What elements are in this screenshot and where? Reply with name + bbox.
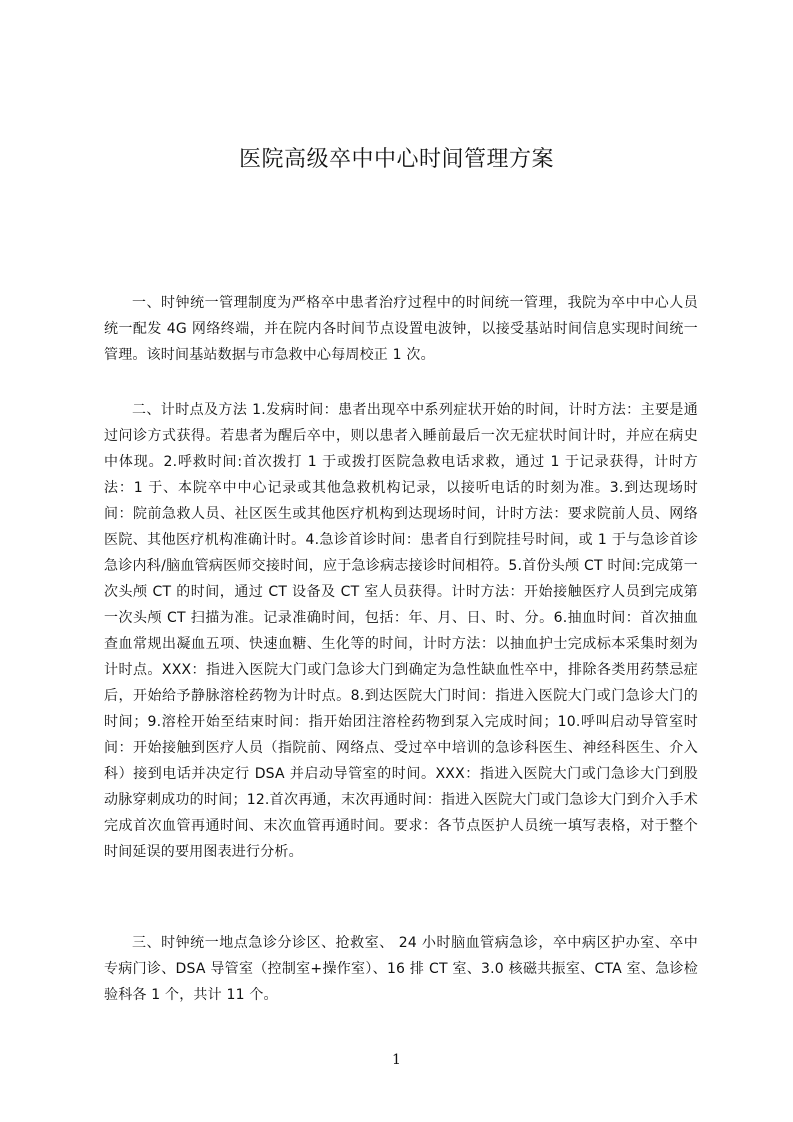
paragraph-text: 三、时钟统一地点急诊分诊区、抢救室、 24 小时脑血管病急诊，卒中病区护办室、卒中专病门诊、DSA 导管室（控制室+操作室）、16 排 CT 室、3.0 核磁共振室、CTA 室、急诊检验科各 1 个，共计 11 个。: [104, 935, 698, 1003]
paragraph-timing-points: [104, 397, 698, 865]
paragraph-text: 一、时钟统一管理制度为严格卒中患者治疗过程中的时间统一管理，我院为卒中中心人员统一配发 4G 网络终端，并在院内各时间节点设置电波钟，以接受基站时间信息实现时间统一管理。该时间基站数据与市急救中心每周校正 1 次。: [104, 295, 698, 363]
paragraph-clock-locations: [104, 930, 698, 1008]
page-number: 1: [392, 1052, 401, 1068]
paragraph-text: 二、计时点及方法 1.发病时间：患者出现卒中系列症状开始的时间，计时方法：主要是通过问诊方式获得。若患者为醒后卒中，则以患者入睡前最后一次无症状时间计时，并应在病史中体现。2.呼救时间:首次拨打 1 于或拨打医院急救电话求救，通过 1 于记录获得，计时方法：1 于、本院卒中中心记录或其他急救机构记录，以接听电话的时刻为准。3.到达现场时间：院前急救人员、社区医生或其他医疗机构到达现场时间，计时方法：要求院前人员、网络医院、其他医疗机构准确计时。4.急诊首诊时间：患者自行到院挂号时间，或 1 于与急诊首诊急诊内科/脑血管病医师交接时间，应于急诊病志接诊时间相符。5.首份头颅 CT 时间:完成第一次头颅 CT 的时间，通过 CT 设备及 CT 室人员获得。计时方法：开始接触医疗人员到完成第一次头颅 CT 扫描为准。记录准确时间，包括：年、月、日、时、分。6.抽血时间：首次抽血查血常规出凝血五项、快速血糖、生化等的时间，计时方法：以抽血护士完成标本采集时刻为计时点。XXX：指进入医院大门或门急诊大门到确定为急性缺血性卒中，排除各类用药禁忌症后，开始给予静脉溶栓药物为计时点。8.到达医院大门时间：指进入医院大门或门急诊大门的时间；9.溶栓开始至结束时间：指开始团注溶栓药物到泵入完成时间；10.呼叫启动导管室时间：开始接触到医疗人员（指院前、网络点、受过卒中培训的急诊科医生、神经科医生、介入科）接到电话并决定行 DSA 并启动导管室的时间。XXX：指进入医院大门或门急诊大门到股动脉穿刺成功的时间；12.首次再通，末次再通时间：指进入医院大门或门急诊大门到介入手术完成首次血管再通时间、末次血管再通时间。要求：各节点医护人员统一填写表格，对于整个时间延误的要用图表进行分析。: [104, 402, 698, 860]
document-title: 医院高级卒中中心时间管理方案: [238, 147, 554, 172]
paragraph-clock-management: [104, 290, 698, 368]
